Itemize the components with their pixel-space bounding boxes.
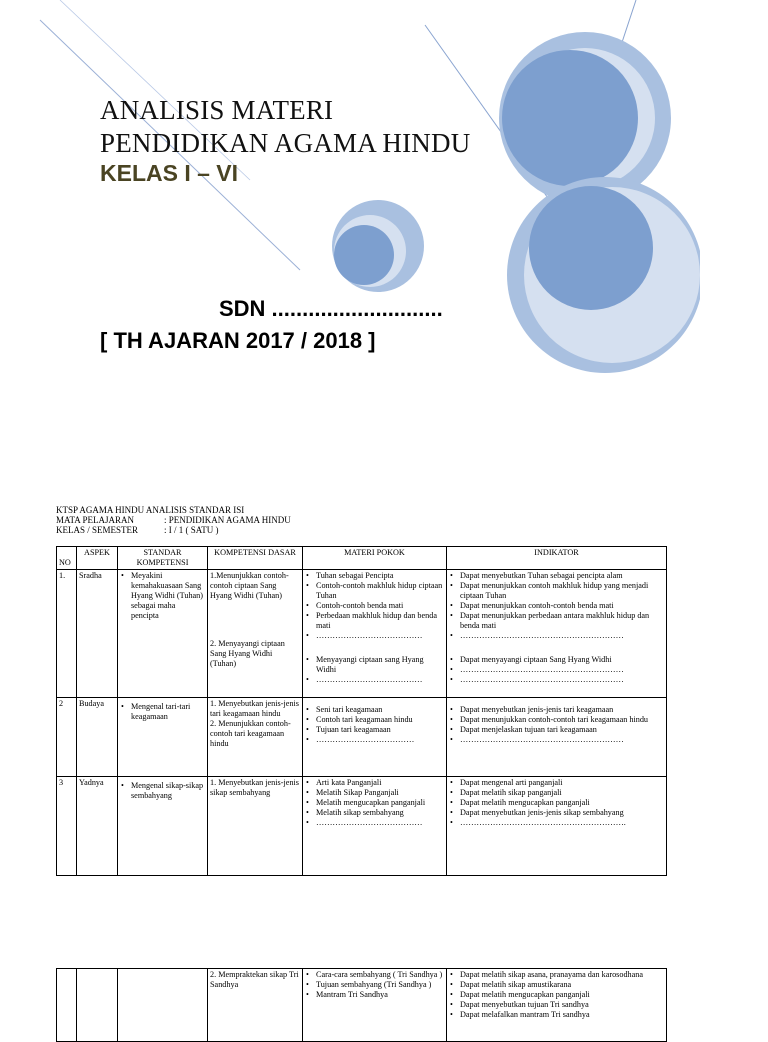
header-aspek: ASPEK (77, 547, 118, 570)
table-header-row (57, 547, 667, 570)
list-item: • Dapat melatih mengucapkan panganjali (460, 990, 664, 1000)
cover-title-line2: PENDIDIKAN AGAMA HINDU (100, 128, 471, 158)
row2-aspek: Budaya (77, 698, 118, 777)
list-item: • Contoh-contoh makhluk hidup ciptaan Tuhan (316, 581, 444, 601)
header-sk: STANDAR KOMPETENSI (118, 547, 208, 570)
big-circle-bottom (529, 186, 653, 310)
mapel-label: MATA PELAJARAN (56, 515, 135, 525)
list-item: • Dapat melatih sikap asana, pranayama dan karosodhana (460, 970, 664, 980)
row1-no: 1. (57, 570, 77, 698)
list-item: • Contoh tari keagamaan hindu (316, 715, 444, 725)
analisis-table (56, 546, 667, 876)
header-kd: KOMPETENSI DASAR (208, 547, 303, 570)
doc-header-kelas (56, 525, 219, 535)
row3-aspek: Yadnya (77, 777, 118, 876)
row2-no: 2 (57, 698, 77, 777)
row1-aspek: Sradha (77, 570, 118, 698)
table-row (57, 698, 667, 777)
big-circle-top (502, 50, 638, 186)
small-circle (334, 225, 394, 285)
list-item: • Dapat melafalkan mantram Tri sandhya (460, 1010, 664, 1020)
row1-sk-item: • Meyakini kemahakuasaan Sang Hyang Widhi (Tuhan) sebagai maha pencipta (131, 571, 205, 621)
doc-header-line1: KTSP AGAMA HINDU ANALISIS STANDAR ISI (56, 505, 245, 515)
header-materi: MATERI POKOK (303, 547, 447, 570)
cover-title-line1: ANALISIS MATERI (100, 95, 334, 125)
list-item: • Tuhan sebagai Pencipta (316, 571, 444, 581)
list-item: • ………………………………… (316, 631, 444, 641)
row1-kd2: 2. Menyayangi ciptaan Sang Hyang Widhi (Tuhan) (210, 639, 285, 668)
row1-kd (208, 570, 303, 698)
cont-mp (303, 969, 447, 1042)
list-item: • Dapat menunjukkan contoh-contoh tari keagamaan hindu (460, 715, 664, 725)
row3-ind (447, 777, 667, 876)
kelas-label: KELAS / SEMESTER (56, 525, 139, 535)
row2-ind (447, 698, 667, 777)
list-item: • Seni tari keagamaan (316, 705, 444, 715)
list-item: • ………………………………… (316, 818, 444, 828)
row2-mp (303, 698, 447, 777)
list-item: • Cara-cara sembahyang ( Tri Sandhya ) (316, 970, 444, 980)
row2-kd-2: 2. Menunjukkan contoh-contoh tari keagamaan hindu (210, 719, 291, 748)
list-item: • Dapat menunjukkan contoh-contoh benda mati (460, 601, 664, 611)
list-item: • Dapat menunjukkan contoh makhluk hidup yang menjadi ciptaan Tuhan (460, 581, 664, 601)
list-item: • Dapat menyayangi ciptaan Sang Hyang Widhi (460, 655, 664, 665)
table-row (57, 969, 667, 1042)
row3-kd-1: 1. Menyebutkan jenis-jenis sikap sembahyang (210, 778, 299, 797)
row2-kd-1: 1. Menyebutkan jenis-jenis tari keagamaan hindu (210, 699, 299, 718)
kelas-value: : I / 1 ( SATU ) (164, 525, 219, 535)
list-item: • …………………………………………………… (460, 735, 664, 745)
list-item: • Arti kata Panganjali (316, 778, 444, 788)
list-item: • Dapat menyebutkan tujuan Tri sandhya (460, 1000, 664, 1010)
list-item: • Dapat menyebutkan jenis-jenis sikap sembahyang (460, 808, 664, 818)
list-item: • Dapat mengenal arti panganjali (460, 778, 664, 788)
cover-kelas: KELAS I – VI (100, 160, 239, 186)
list-item: • Mantram Tri Sandhya (316, 990, 444, 1000)
list-item: • Melatih mengucapkan panganjali (316, 798, 444, 808)
doc-header-mapel (56, 515, 291, 525)
list-item: • Dapat menyebutkan jenis-jenis tari keagamaan (460, 705, 664, 715)
list-item: • …………………………………………………… (460, 631, 664, 641)
cont-sk (118, 969, 208, 1042)
row2-sk (118, 698, 208, 777)
row2-sk-item: • Mengenal tari-tari keagamaan (131, 702, 205, 722)
cont-kd: 2. Mempraktekan sikap Tri Sandhya (208, 969, 303, 1042)
row1-ind (447, 570, 667, 698)
row1-kd1: 1.Menunjukkan contoh-contoh ciptaan Sang Hyang Widhi (Tuhan) (210, 571, 289, 600)
list-item: • Dapat melatih sikap panganjali (460, 788, 664, 798)
list-item: • ……………………………… (316, 735, 444, 745)
list-item: • Contoh-contoh benda mati (316, 601, 444, 611)
list-item: • Tujuan sembahyang (Tri Sandhya ) (316, 980, 444, 990)
list-item: • Perbedaan makhluk hidup dan benda mati (316, 611, 444, 631)
list-item: • Dapat menyebutkan Tuhan sebagai pencipta alam (460, 571, 664, 581)
list-item: • ………………………………… (316, 675, 444, 685)
list-item: • ……………………………………………………. (460, 818, 664, 828)
table-row (57, 570, 667, 698)
row3-sk (118, 777, 208, 876)
header-no: NO (57, 547, 77, 570)
row3-sk-item: • Mengenal sikap-sikap sembahyang (131, 781, 205, 801)
list-item: • Dapat menjelaskan tujuan tari keagamaan (460, 725, 664, 735)
table-row (57, 777, 667, 876)
list-item: • …………………………………………………… (460, 675, 664, 685)
row3-mp (303, 777, 447, 876)
row1-sk (118, 570, 208, 698)
row1-mp (303, 570, 447, 698)
header-indikator: INDIKATOR (447, 547, 667, 570)
row2-kd (208, 698, 303, 777)
list-item: • …………………………………………………… (460, 665, 664, 675)
list-item: • Dapat menunjukkan perbedaan antara makhluk hidup dan benda mati (460, 611, 664, 631)
list-item: • Melatih sikap sembahyang (316, 808, 444, 818)
row3-kd (208, 777, 303, 876)
cont-no (57, 969, 77, 1042)
list-item: • Melatih Sikap Panganjali (316, 788, 444, 798)
cont-ind (447, 969, 667, 1042)
cover-tahun-ajaran: [ TH AJARAN 2017 / 2018 ] (100, 328, 376, 353)
list-item: • Dapat melatih mengucapkan panganjali (460, 798, 664, 808)
cover-sdn: SDN ............................ (219, 296, 443, 321)
cont-aspek (77, 969, 118, 1042)
list-item: • Tujuan tari keagamaan (316, 725, 444, 735)
row3-no: 3 (57, 777, 77, 876)
mapel-value: : PENDIDIKAN AGAMA HINDU (164, 515, 291, 525)
list-item: • Menyayangi ciptaan sang Hyang Widhi (316, 655, 444, 675)
list-item: • Dapat melatih sikap amustikarana (460, 980, 664, 990)
analisis-table-continued (56, 968, 667, 1042)
